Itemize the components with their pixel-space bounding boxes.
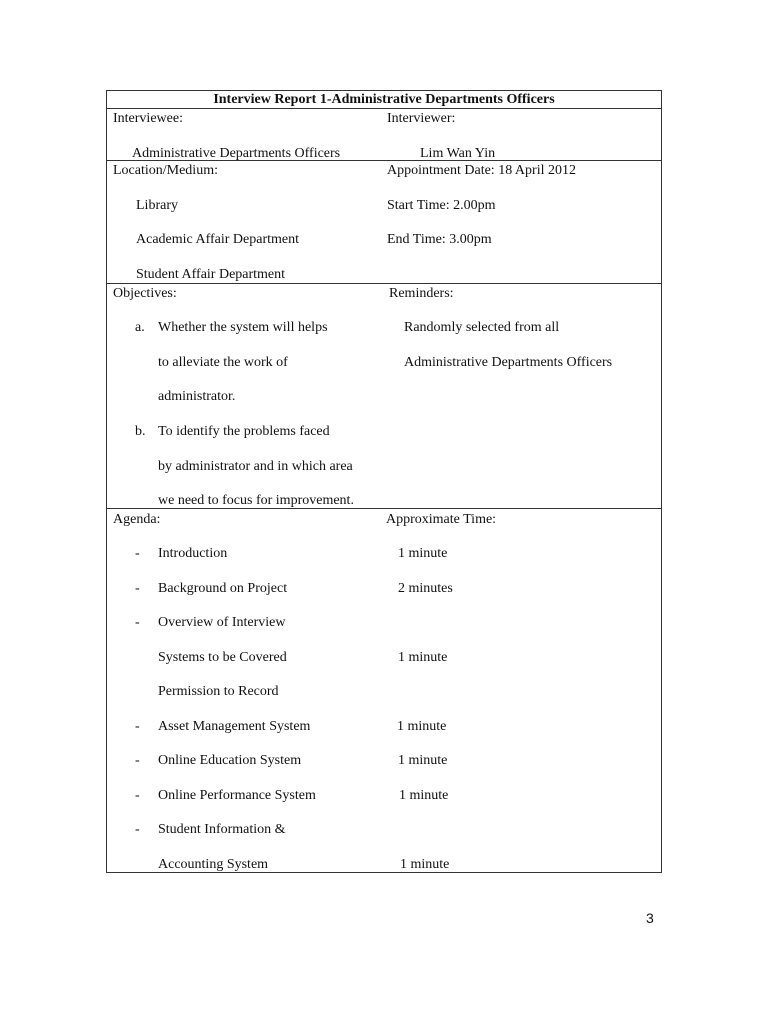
agenda-item: Background on Project [158, 581, 288, 596]
agenda-item: Introduction [158, 546, 228, 561]
objectives-label: Objectives: [113, 286, 177, 301]
approximate-time-label: Approximate Time: [386, 512, 497, 527]
reminder-line: Administrative Departments Officers [404, 355, 613, 370]
agenda-label: Agenda: [113, 512, 161, 527]
reminders-label: Reminders: [389, 286, 454, 301]
page-number: 3 [646, 910, 654, 926]
location-item: Library [136, 198, 178, 213]
objective-line: to alleviate the work of [158, 355, 288, 370]
agenda-time: 1 minute [398, 546, 448, 561]
start-time: Start Time: 2.00pm [387, 198, 496, 213]
agenda-time: 2 minutes [398, 581, 453, 596]
interviewer-value: Lim Wan Yin [420, 146, 496, 161]
agenda-bullet: - [135, 753, 140, 768]
agenda-item: Permission to Record [158, 684, 279, 699]
objective-line: administrator. [158, 389, 236, 404]
agenda-item: Student Information & [158, 822, 286, 837]
interviewee-value: Administrative Departments Officers [132, 146, 341, 161]
reminder-line: Randomly selected from all [404, 320, 560, 335]
objective-line: we need to focus for improvement. [158, 493, 354, 508]
table-divider [106, 108, 662, 109]
location-item: Academic Affair Department [136, 232, 300, 247]
objective-marker: a. [135, 320, 145, 335]
agenda-bullet: - [135, 822, 140, 837]
appointment-date: Appointment Date: 18 April 2012 [387, 163, 576, 178]
agenda-time: 1 minute [400, 857, 450, 872]
agenda-item: Overview of Interview [158, 615, 286, 630]
agenda-item: Online Education System [158, 753, 302, 768]
agenda-bullet: - [135, 788, 140, 803]
agenda-item: Systems to be Covered [158, 650, 287, 665]
report-title: Interview Report 1-Administrative Departments Officers [213, 92, 555, 107]
agenda-bullet: - [135, 581, 140, 596]
agenda-time: 1 minute [398, 753, 448, 768]
location-label: Location/Medium: [113, 163, 218, 178]
agenda-bullet: - [135, 546, 140, 561]
objective-line: To identify the problems faced [158, 424, 330, 439]
agenda-time: 1 minute [397, 719, 447, 734]
agenda-time: 1 minute [399, 788, 449, 803]
objective-line: Whether the system will helps [158, 320, 328, 335]
objective-line: by administrator and in which area [158, 459, 353, 474]
agenda-item: Asset Management System [158, 719, 311, 734]
agenda-item: Accounting System [158, 857, 269, 872]
agenda-bullet: - [135, 719, 140, 734]
location-item: Student Affair Department [136, 267, 286, 282]
interviewer-label: Interviewer: [387, 111, 456, 126]
table-divider [106, 283, 662, 284]
agenda-item: Online Performance System [158, 788, 316, 803]
agenda-time: 1 minute [398, 650, 448, 665]
agenda-bullet: - [135, 615, 140, 630]
objective-marker: b. [135, 424, 146, 439]
interviewee-label: Interviewee: [113, 111, 183, 126]
end-time: End Time: 3.00pm [387, 232, 492, 247]
